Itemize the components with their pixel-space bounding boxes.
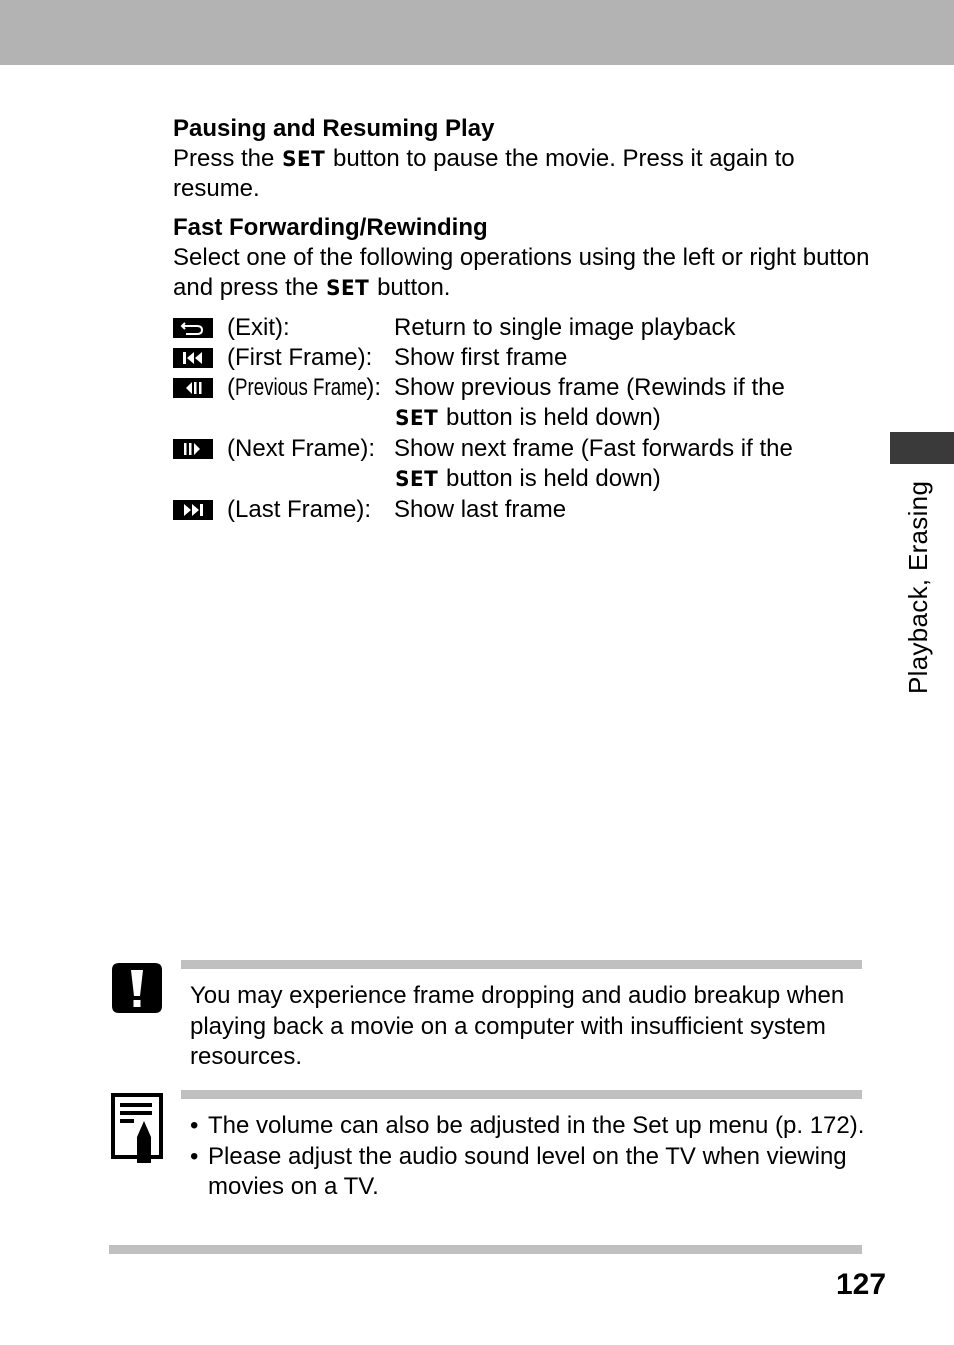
first-frame-icon: [173, 348, 213, 368]
note-text: The volume can also be adjusted in the Set up menu (p. 172).: [208, 1112, 865, 1139]
bullet: •: [190, 1112, 199, 1139]
fastforward-text-after: button.: [370, 274, 451, 301]
caution-icon: [109, 960, 165, 1016]
notes-list: [190, 1111, 870, 1203]
note-icon: [111, 1093, 163, 1163]
bullet: •: [190, 1142, 199, 1170]
pause-heading: Pausing and Resuming Play: [173, 115, 495, 142]
operation-label: (Next Frame):: [227, 435, 376, 462]
set-button-glyph: SET: [326, 276, 370, 300]
fastforward-heading: Fast Forwarding/Rewinding: [173, 214, 488, 241]
caution-text: You may experience frame dropping and audio breakup when playing back a movie on a computer with insufficient system resources.: [190, 982, 845, 1070]
operation-desc: [394, 373, 854, 433]
operation-row-last-frame: [173, 495, 873, 525]
operation-desc: Show first frame: [394, 344, 568, 371]
pause-paragraph: [173, 144, 873, 204]
operation-row-first-frame: [173, 343, 873, 373]
operations-list: [173, 313, 873, 525]
fastforward-text-before: Select one of the following operations using the left or right button and press the: [173, 244, 870, 301]
note-top-rule: [181, 1090, 862, 1099]
caution-top-rule: [181, 960, 862, 969]
operation-label: (First Frame):: [227, 344, 373, 371]
last-frame-icon: [173, 500, 213, 520]
operation-desc: [394, 434, 854, 494]
desc-line: Show previous frame (Rewinds if the: [394, 374, 785, 401]
set-button-glyph: SET: [395, 467, 439, 491]
set-button-glyph: SET: [395, 406, 439, 430]
set-button-glyph: SET: [282, 147, 326, 171]
previous-frame-icon: [173, 378, 213, 398]
fastforward-paragraph: [173, 243, 873, 303]
label-paren: (: [227, 374, 235, 401]
operation-row-next-frame: [173, 434, 873, 495]
section-tab-marker: [890, 432, 954, 464]
operation-row-exit: [173, 313, 873, 343]
header-bar: [0, 0, 954, 65]
operation-desc: Show last frame: [394, 496, 567, 523]
operation-label: (Exit):: [227, 314, 290, 341]
desc-line: Show next frame (Fast forwards if the: [394, 435, 793, 462]
page-number: 127: [836, 1268, 887, 1301]
next-frame-icon: [173, 439, 213, 459]
pause-text-after: button to pause the movie. Press it again to resume.: [173, 145, 795, 202]
label-paren: ):: [366, 374, 382, 401]
main-content: [173, 114, 873, 525]
desc-line: button is held down): [439, 465, 661, 492]
pause-text-before: Press the: [173, 145, 282, 172]
operation-desc: Return to single image playback: [394, 314, 736, 341]
exit-icon: [173, 318, 213, 338]
section-tab-label: Playback, Erasing: [903, 480, 933, 694]
list-item: [190, 1142, 870, 1203]
operation-row-previous-frame: [173, 373, 873, 434]
operation-label: [227, 373, 381, 403]
operation-label: (Last Frame):: [227, 496, 372, 523]
note-text: Please adjust the audio sound level on the TV when viewing movies on a TV.: [208, 1142, 847, 1200]
list-item: [190, 1111, 870, 1142]
desc-line: button is held down): [439, 404, 661, 431]
label-word: Previous Frame: [235, 374, 368, 401]
bottom-rule: [109, 1245, 862, 1254]
